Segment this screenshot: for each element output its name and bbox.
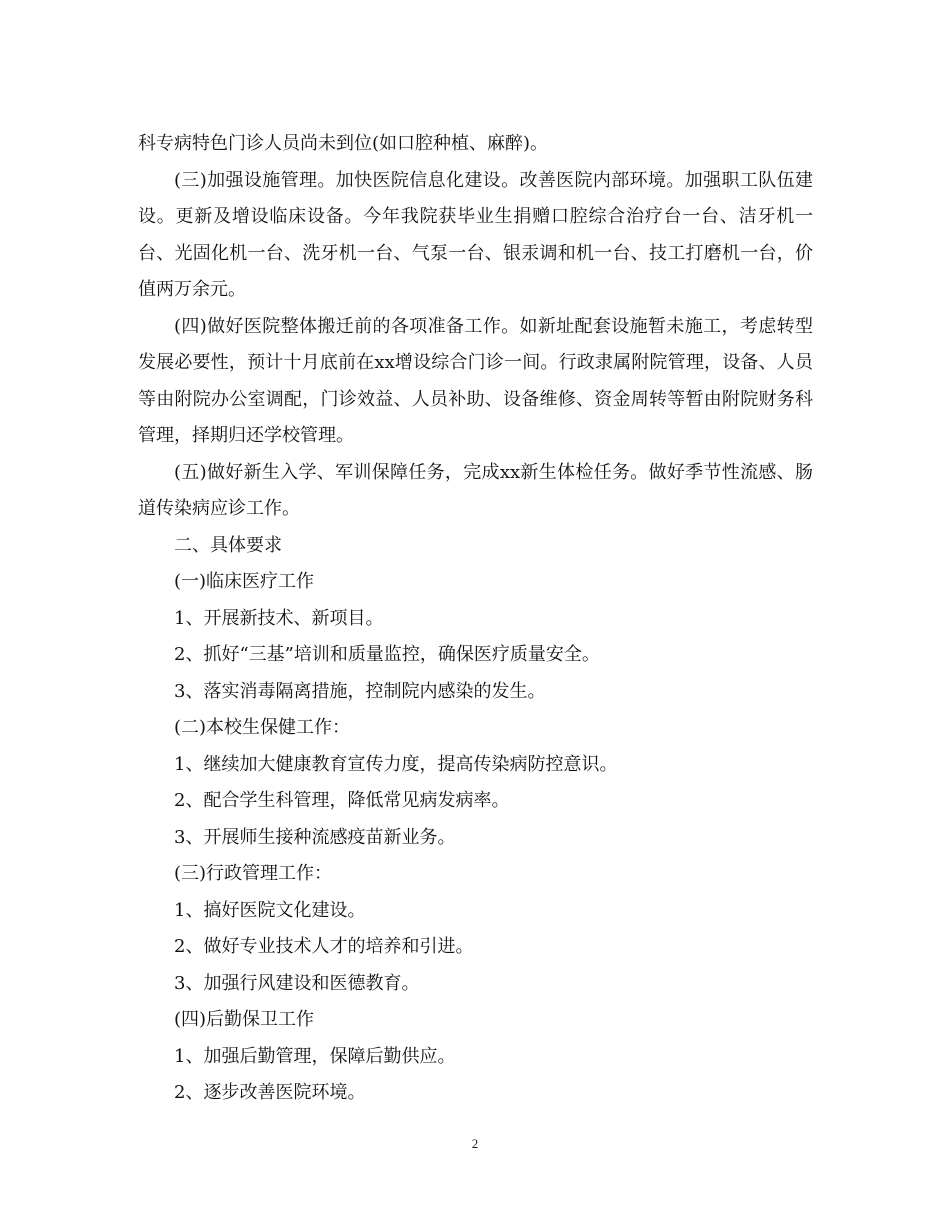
document-body (138, 126, 813, 1112)
list-item: 1、开展新技术、新项目。 (174, 607, 384, 629)
list-item: 1、加强后勤管理，保障后勤供应。 (174, 1045, 456, 1067)
paragraph-1: 科专病特色门诊人员尚未到位(如口腔种植、麻醉)。 (138, 133, 549, 154)
subheading-administration: (三)行政管理工作： (174, 863, 333, 884)
section-heading-requirements: 二、具体要求 (174, 534, 282, 556)
paragraph-4: (五)做好新生入学、军训保障任务，完成xx新生体检任务。做好季节性流感、肠道传染病应诊工作。 (138, 461, 813, 519)
list-item: 2、抓好“三基”培训和质量监控，确保医疗质量安全。 (174, 644, 600, 665)
list-item: 3、加强行风建设和医德教育。 (174, 972, 420, 994)
list-item: 1、继续加大健康教育宣传力度，提高传染病防控意识。 (174, 753, 618, 775)
list-item: 2、配合学生科管理，降低常见病发病率。 (174, 790, 510, 811)
subheading-logistics: (四)后勤保卫工作 (174, 1009, 315, 1030)
paragraph-2: (三)加强设施管理。加快医院信息化建设。改善医院内部环境。加强职工队伍建设。更新及增设临床设备。今年我院获毕业生捐赠口腔综合治疗台一台、洁牙机一台、光固化机一台、洗牙机一台、气泵一台、银汞调和机一台、技工打磨机一台，价值两万余元。 (138, 169, 813, 300)
list-item: 3、落实消毒隔离措施，控制院内感染的发生。 (174, 680, 546, 702)
list-item: 2、做好专业技术人才的培养和引进。 (174, 936, 474, 957)
page-number: 2 (471, 1136, 479, 1151)
list-item: 2、逐步改善医院环境。 (174, 1082, 366, 1103)
subheading-clinical: (一)临床医疗工作 (174, 571, 315, 592)
paragraph-3: (四)做好医院整体搬迁前的各项准备工作。如新址配套设施暂未施工，考虑转型发展必要性，预计十月底前在xx增设综合门诊一间。行政隶属附院管理，设备、人员等由附院办公室调配，门诊效益、人员补助、设备维修、资金周转等暂由附院财务科管理，择期归还学校管理。 (138, 315, 813, 446)
list-item: 3、开展师生接种流感疫苗新业务。 (174, 826, 456, 848)
list-item: 1、搞好医院文化建设。 (174, 899, 366, 921)
subheading-student-health: (二)本校生保健工作： (174, 717, 351, 738)
